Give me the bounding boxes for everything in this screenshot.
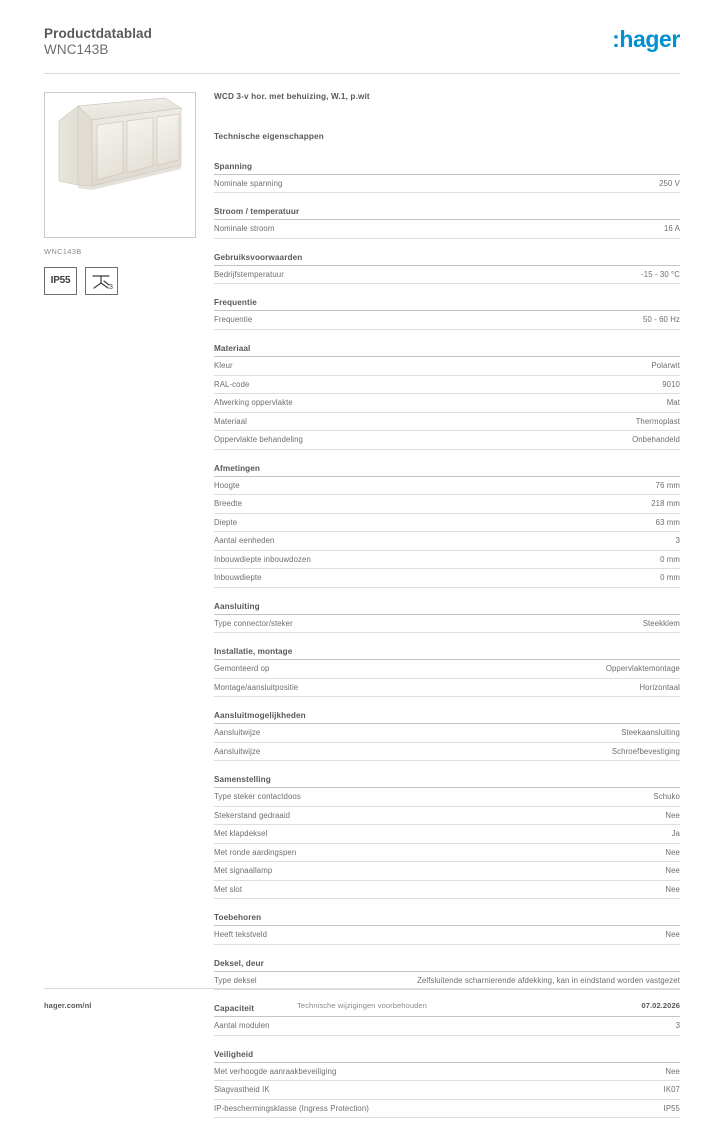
product-image-frame — [44, 92, 196, 238]
product-description: WCD 3-v hor. met behuizing, W.1, p.wit — [214, 91, 370, 101]
spec-group-title: Gebruiksvoorwaarden — [214, 253, 680, 266]
spec-label: Met slot — [214, 884, 243, 894]
spec-label: Met ronde aardingspen — [214, 847, 297, 857]
spec-value: 63 mm — [655, 517, 680, 527]
spec-group-title: Aansluitmogelijkheden — [214, 711, 680, 724]
spec-label: Materiaal — [214, 416, 247, 426]
spec-label: Met verhoogde aanraakbeveiliging — [214, 1066, 337, 1076]
ip-rating-badge — [44, 267, 77, 295]
spec-value: 16 A — [663, 224, 680, 234]
spec-label: Inbouwdiepte — [214, 573, 262, 583]
spec-label: Aantal modulen — [214, 1021, 270, 1031]
spec-row — [214, 807, 680, 826]
spec-row — [214, 220, 680, 239]
spec-value: 218 mm — [651, 499, 680, 509]
spec-group — [214, 647, 680, 697]
page-footer — [44, 988, 680, 1010]
spec-row — [214, 413, 680, 432]
ip-rating-label: IP55 — [50, 275, 71, 287]
spec-value: Nee — [665, 884, 680, 894]
spec-value: 0 mm — [660, 573, 680, 583]
spec-value: Zelfsluitende scharnierende afdekking, kan in eindstand worden vastgezet — [417, 975, 680, 985]
spec-value: Schroefbevestiging — [611, 746, 680, 756]
spec-group-title: Samenstelling — [214, 775, 680, 788]
spec-group-title: Stroom / temperatuur — [214, 207, 680, 220]
specifications-column — [212, 92, 680, 1132]
footer-website-link[interactable]: hager.com/nl — [44, 1001, 92, 1010]
spec-value: Nee — [665, 930, 680, 940]
spec-label: Frequentie — [214, 315, 253, 325]
spec-label: Hoogte — [214, 480, 240, 490]
spec-row — [214, 1100, 680, 1119]
hager-logo: :hager — [612, 26, 680, 52]
specification-groups — [214, 162, 680, 1119]
spec-row — [214, 311, 680, 330]
spec-row — [214, 724, 680, 743]
spec-value: Steekaansluiting — [621, 728, 680, 738]
spec-row — [214, 495, 680, 514]
socket-count-label: 3 — [108, 283, 113, 291]
spec-value: 50 - 60 Hz — [643, 315, 680, 325]
spec-group — [214, 602, 680, 634]
spec-value: IP55 — [663, 1103, 680, 1113]
spec-group — [214, 711, 680, 761]
spec-group-title: Materiaal — [214, 344, 680, 357]
spec-label: Gemonteerd op — [214, 664, 270, 674]
spec-row — [214, 1081, 680, 1100]
spec-group-title: Installatie, montage — [214, 647, 680, 660]
spec-row — [214, 844, 680, 863]
page-subtitle-article-number: WNC143B — [44, 42, 109, 58]
spec-group — [214, 913, 680, 945]
spec-group-title: Capaciteit — [214, 1004, 680, 1017]
spec-group — [214, 298, 680, 330]
spec-row — [214, 551, 680, 570]
spec-value: Schuko — [653, 792, 680, 802]
spec-group-title: Afmetingen — [214, 464, 680, 477]
spec-row — [214, 266, 680, 285]
spec-value: 76 mm — [655, 480, 680, 490]
spec-group — [214, 775, 680, 899]
spec-group — [214, 1050, 680, 1119]
spec-label: IP-beschermingsklasse (Ingress Protection) — [214, 1103, 369, 1113]
spec-value: 3 — [675, 536, 680, 546]
spec-row — [214, 569, 680, 588]
spec-row — [214, 788, 680, 807]
spec-row — [214, 477, 680, 496]
spec-label: Nominale spanning — [214, 178, 283, 188]
spec-row — [214, 1063, 680, 1082]
spec-value: IK07 — [663, 1085, 680, 1095]
spec-group — [214, 207, 680, 239]
spec-value: 9010 — [662, 379, 680, 389]
page-content — [44, 74, 680, 1132]
technical-properties-heading: Technische eigenschappen — [214, 131, 324, 141]
spec-group — [214, 464, 680, 588]
spec-label: Bedrijfstemperatuur — [214, 269, 284, 279]
spec-value: Mat — [666, 398, 680, 408]
spec-value: Horizontaal — [639, 682, 680, 692]
spec-row — [214, 679, 680, 698]
spec-label: RAL-code — [214, 379, 250, 389]
spec-group-title: Spanning — [214, 162, 680, 175]
spec-row — [214, 743, 680, 762]
spec-label: Inbouwdiepte inbouwdozen — [214, 554, 311, 564]
spec-value: Nee — [665, 1066, 680, 1076]
page-header — [44, 0, 680, 73]
spec-label: Type steker contactdoos — [214, 792, 301, 802]
spec-label: Nominale stroom — [214, 224, 275, 234]
document-title-block — [44, 26, 152, 59]
spec-row — [214, 394, 680, 413]
spec-row — [214, 514, 680, 533]
spec-label: Type deksel — [214, 975, 257, 985]
spec-row — [214, 175, 680, 194]
spec-label: Heeft tekstveld — [214, 930, 268, 940]
spec-label: Kleur — [214, 361, 233, 370]
spec-row — [214, 1017, 680, 1036]
spec-row — [214, 881, 680, 900]
spec-group — [214, 253, 680, 285]
spec-value: Nee — [665, 847, 680, 857]
spec-group-title: Frequentie — [214, 298, 680, 311]
spec-group-title: Veiligheid — [214, 1050, 680, 1063]
spec-label: Afwerking oppervlakte — [214, 398, 293, 408]
spec-row — [214, 926, 680, 945]
spec-row — [214, 660, 680, 679]
spec-label: Montage/aansluitpositie — [214, 682, 299, 692]
product-photo-icon — [45, 93, 195, 237]
spec-value: 0 mm — [660, 554, 680, 564]
product-media-column — [44, 92, 212, 1132]
socket-symbol-badge — [85, 267, 118, 295]
spec-value: 250 V — [659, 178, 680, 188]
spec-label: Aansluitwijze — [214, 746, 261, 756]
spec-row — [214, 431, 680, 450]
spec-group-title: Deksel, deur — [214, 959, 680, 972]
spec-group-title: Aansluiting — [214, 602, 680, 615]
spec-value: Nee — [665, 866, 680, 876]
spec-label: Breedte — [214, 499, 243, 509]
spec-value: Nee — [665, 810, 680, 820]
spec-label: Met klapdeksel — [214, 829, 268, 839]
spec-value: Polarwit — [651, 361, 680, 370]
spec-row — [214, 862, 680, 881]
spec-label: Aansluitwijze — [214, 728, 261, 738]
socket-schematic-icon — [90, 271, 114, 291]
spec-value: -15 - 30 °C — [641, 269, 680, 279]
spec-label: Oppervlakte behandeling — [214, 435, 303, 445]
footer-disclaimer: Technische wijzigingen voorbehouden — [297, 1001, 427, 1010]
spec-label: Slagvastheid IK — [214, 1085, 270, 1095]
spec-value: Ja — [671, 829, 680, 839]
spec-value: Steekklem — [642, 618, 680, 628]
spec-label: Diepte — [214, 517, 238, 527]
spec-row — [214, 376, 680, 395]
spec-label: Met signaallamp — [214, 866, 273, 876]
spec-row — [214, 615, 680, 634]
spec-value: Oppervlaktemontage — [605, 664, 680, 674]
spec-group — [214, 344, 680, 450]
spec-row — [214, 825, 680, 844]
product-image-caption: WNC143B — [44, 246, 82, 256]
page-title: Productdatablad — [44, 26, 153, 41]
spec-label: Aantal eenheden — [214, 536, 275, 546]
spec-value: 3 — [675, 1021, 680, 1031]
spec-group — [214, 162, 680, 194]
spec-group-title: Toebehoren — [214, 913, 680, 926]
footer-date: 07.02.2026 — [641, 1001, 680, 1010]
spec-row — [214, 532, 680, 551]
spec-value: Onbehandeld — [632, 435, 680, 445]
spec-row — [214, 357, 680, 376]
footer-row — [44, 1001, 680, 1010]
footer-divider — [44, 988, 680, 989]
spec-value: Thermoplast — [635, 416, 680, 426]
spec-label: Type connector/steker — [214, 618, 293, 628]
spec-label: Stekerstand gedraaid — [214, 810, 291, 820]
spec-group — [214, 959, 680, 991]
product-badges — [44, 267, 202, 295]
